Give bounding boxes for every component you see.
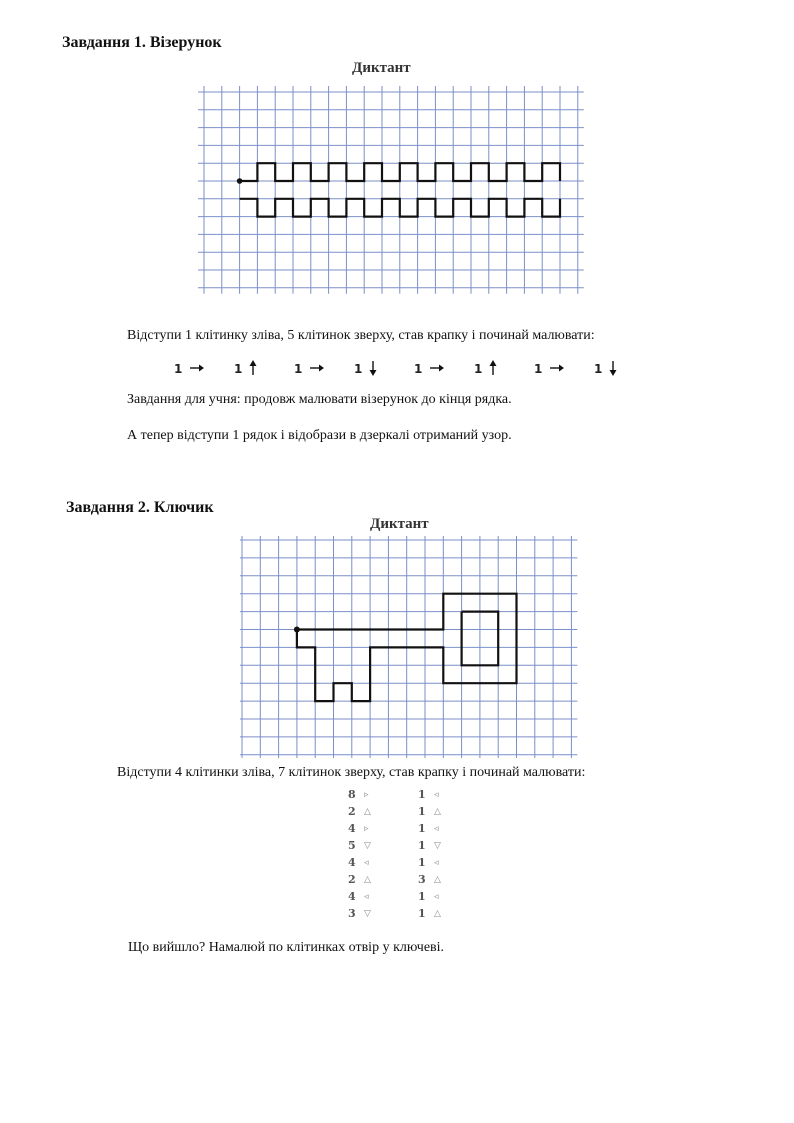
- arrow-right-icon: [199, 365, 204, 372]
- command-count: 1: [418, 788, 426, 801]
- arrow-up-icon: △: [434, 807, 441, 817]
- arrow-up-icon: △: [364, 807, 371, 817]
- arrow-down-icon: ▽: [434, 841, 441, 851]
- arrow-left-icon: ◃: [434, 892, 439, 902]
- arrow-up-icon: △: [434, 875, 441, 885]
- task1-instruction: Відступи 1 клітинку зліва, 5 клітинок зверху, став крапку і починай малювати:: [127, 328, 595, 343]
- step-count: 1: [354, 362, 363, 376]
- task2-key-grid: [240, 536, 578, 758]
- command-count: 3: [348, 907, 356, 920]
- arrow-right-icon: [319, 365, 324, 372]
- command-count: 1: [418, 805, 426, 818]
- arrow-up-icon: △: [434, 909, 441, 919]
- arrow-down-icon: [370, 370, 377, 376]
- task1-heading: Завдання 1. Візерунок: [62, 34, 222, 51]
- step-count: 1: [474, 362, 483, 376]
- step-count: 1: [234, 362, 243, 376]
- task2-command-list: [340, 786, 460, 922]
- arrow-up-icon: △: [364, 875, 371, 885]
- command-count: 3: [418, 873, 426, 886]
- task2-instruction: Відступи 4 клітинки зліва, 7 клітинок зверху, став крапку і починай малювати:: [117, 765, 586, 780]
- arrow-right-icon: [439, 365, 444, 372]
- arrow-down-icon: [610, 370, 617, 376]
- task1-mirror-task: А тепер відступи 1 рядок і відобрази в дзеркалі отриманий узор.: [127, 428, 512, 443]
- command-count: 1: [418, 890, 426, 903]
- arrow-left-icon: ◃: [434, 790, 439, 800]
- command-count: 1: [418, 856, 426, 869]
- mirror-pattern-line: [240, 199, 560, 217]
- arrow-right-icon: ▹: [364, 790, 369, 800]
- command-count: 4: [348, 822, 356, 835]
- task1-pattern-grid: [196, 84, 588, 302]
- arrow-left-icon: ◃: [434, 824, 439, 834]
- task2-question: Що вийшло? Намалюй по клітинках отвір у ключеві.: [128, 940, 445, 955]
- arrow-down-icon: ▽: [364, 909, 371, 919]
- start-dot: [294, 627, 300, 633]
- command-count: 4: [348, 856, 356, 869]
- command-count: 5: [348, 839, 356, 852]
- command-count: 2: [348, 805, 356, 818]
- task1-grid-title: Диктант: [352, 60, 411, 76]
- task2-heading: Завдання 2. Ключик: [66, 499, 214, 516]
- step-count: 1: [594, 362, 603, 376]
- command-count: 4: [348, 890, 356, 903]
- command-count: 1: [418, 907, 426, 920]
- command-count: 1: [418, 822, 426, 835]
- arrow-left-icon: ◃: [364, 892, 369, 902]
- arrow-right-icon: [559, 365, 564, 372]
- arrow-right-icon: ▹: [364, 824, 369, 834]
- command-count: 1: [418, 839, 426, 852]
- step-count: 1: [174, 362, 183, 376]
- arrow-up-icon: [490, 360, 497, 366]
- command-count: 2: [348, 873, 356, 886]
- arrow-up-icon: [250, 360, 257, 366]
- arrow-down-icon: ▽: [364, 841, 371, 851]
- start-dot: [237, 178, 243, 184]
- task1-step-sequence: [160, 356, 630, 380]
- arrow-left-icon: ◃: [434, 858, 439, 868]
- step-count: 1: [414, 362, 423, 376]
- task2-grid-title: Диктант: [370, 516, 429, 532]
- top-pattern-line: [240, 163, 560, 181]
- arrow-left-icon: ◃: [364, 858, 369, 868]
- command-count: 8: [348, 788, 356, 801]
- task1-student-task: Завдання для учня: продовж малювати візерунок до кінця рядка.: [127, 392, 512, 407]
- step-count: 1: [534, 362, 543, 376]
- step-count: 1: [294, 362, 303, 376]
